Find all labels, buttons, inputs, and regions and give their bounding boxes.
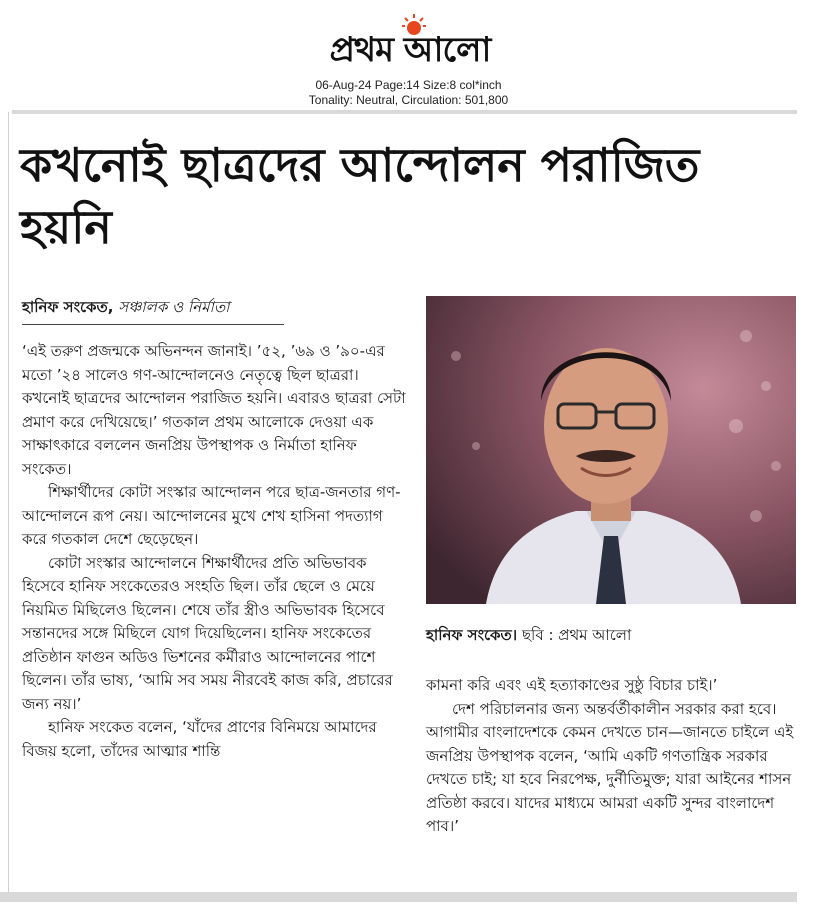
byline-name: হানিফ সংকেত, [22, 298, 114, 316]
caption-name: হানিফ সংকেত। [426, 626, 518, 644]
newspaper-logo [276, 14, 544, 70]
bottom-divider [0, 892, 797, 902]
paragraph: ‘এই তরুণ প্রজন্মকে অভিনন্দন জানাই। ’৫২, ’৬৯ ও ’৯০-এর মতো ’২৪ সালেও গণ-আন্দোলনেও নেতৃত্বে ছিল ছাত্ররা। কখনোই ছাত্রদের আন্দোলন পরাজিত হয়নি। এবারও ছাত্ররা সেটা প্রমাণ করে দেখিয়েছে।’ গতকাল প্রথম আলোকে দেওয়া এক সাক্ষাৎকারে বললেন জনপ্রিয় উপস্থাপক ও নির্মাতা হানিফ সংকেত। [22, 342, 406, 478]
portrait-photo [426, 296, 796, 604]
paragraph: কামনা করি এবং এই হত্যাকাণ্ডের সুষ্ঠু বিচার চাই।’ [426, 676, 718, 694]
paragraph: শিক্ষার্থীদের কোটা সংস্কার আন্দোলন পরে ছাত্র-জনতার গণ-আন্দোলনে রূপ নেয়। আন্দোলনের মুখে শেখ হাসিনা পদত্যাগ করে গতকাল দেশে ছেড়েছেন। [22, 483, 401, 548]
article-column-right [426, 674, 796, 839]
clipping-meta-circulation: Tonality: Neutral, Circulation: 501,800 [308, 93, 509, 107]
paragraph: দেশ পরিচালনার জন্য অন্তর্বর্তীকালীন সরকার করা হবে। আগামীর বাংলাদেশকে কেমন দেখতে চান—জানতে চাইলে এই জনপ্রিয় উপস্থাপক বলেন, ‘আমি একটি গণতান্ত্রিক সরকার দেখতে চাই; যা হবে নিরপেক্ষ, দুর্নীতিমুক্ত; যারা আইনের শাসন প্রতিষ্ঠা করবে। যাদের মাধ্যমে আমরা একটি সুন্দর বাংলাদেশ পাব।’ [426, 699, 794, 835]
article-column-left [22, 340, 410, 763]
masthead [0, 0, 817, 112]
caption-credit: ছবি : প্রথম আলো [521, 626, 632, 644]
paragraph: হানিফ সংকেত বলেন, ‘যাঁদের প্রাণের বিনিময়ে আমাদের বিজয় হলো, তাঁদের আত্মার শান্তি [22, 718, 377, 760]
paragraph: কোটা সংস্কার আন্দোলনে শিক্ষার্থীদের প্রতি অভিভাবক হিসেবে হানিফ সংকেতেরও সংহতি ছিল। তাঁর ছেলে ও মেয়ে নিয়মিত মিছিলেও ছিলেন। শেষে তাঁর স্ত্রীও অভিভাবক হিসেবে সন্তানদের সঙ্গে মিছিলে যোগ দিয়েছিলেন। হানিফ সংকেতের প্রতিষ্ঠান ফাগুন অডিও ভিশনের কর্মীরাও আন্দোলনের পাশে ছিলেন। তাঁর ভাষ্য, ‘আমি সব সময় নীরবেই কাজ করি, প্রচারের জন্য নয়।’ [22, 553, 393, 713]
top-divider [12, 110, 797, 114]
left-divider [8, 112, 9, 892]
article-headline: কখনোই ছাত্রদের আন্দোলন পরাজিত হয়নি [20, 138, 700, 254]
clipping-meta-size: 06-Aug-24 Page:14 Size:8 col*inch [315, 78, 502, 92]
photo-caption [426, 624, 796, 646]
logo-wordmark: প্রথম আলো [329, 30, 491, 70]
byline-role: সঞ্চালক ও নির্মাতা [118, 298, 230, 316]
byline [22, 296, 284, 325]
